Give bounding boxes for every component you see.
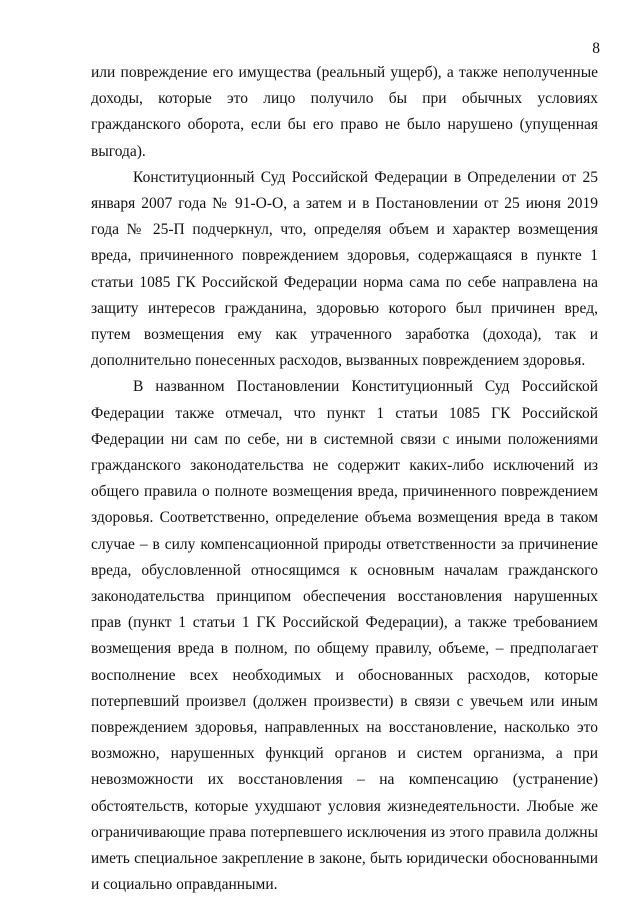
paragraph-named-resolution: В названном Постановлении Конституционный Суд Российской Федерации также отмечал, что пункт 1 статьи 1085 ГК Российской Федерации ни сам по себе, ни в системной связи с иными положениями гражданского законодательства не содержит каких-либо исключений из общего правила о полноте возмещения вреда, причиненного повреждением здоровья. Соответственно, определение объема возмещения вреда в таком случае – в силу компенсационной природы ответственности за причинение вреда, обусловленной относящимся к основным началам гражданского законодательства принципом обеспечения восстановления нарушенных прав (пункт 1 статьи 1 ГК Российской Федерации), а также требованием возмещения вреда в полном, по общему правилу, объеме, – предполагает восполнение всех необходимых и обоснованных расходов, которые потерпевший произвел (должен произвести) в связи с увечьем или иным повреждением здоровья, направленных на восстановление, насколько это возможно, нарушенных функций органов и систем организма, а при невозможности их восстановления – на компенсацию (устранение) обстоятельств, которые ухудшают условия жизнедеятельности. Любые же ограничивающие права потерпевшего исключения из этого правила должны иметь специальное закрепление в законе, быть юридически обоснованными и социально оправданными. — [91, 378, 598, 894]
paragraph-continuation: или повреждение его имущества (реальный ущерб), а также неполученные доходы, которые это лицо получило бы при обычных условиях гражданского оборота, если бы его право не было нарушено (упущенная выгода). — [91, 64, 598, 160]
paragraph-constitutional-court-ruling: Конституционный Суд Российской Федерации в Определении от 25 января 2007 года № 91-О-О, а затем и в Постановлении от 25 июня 2019 года № 25-П подчеркнул, что, определяя объем и характер возмещения вреда, причиненного повреждением здоровья, содержащаяся в пункте 1 статьи 1085 ГК Российской Федерации норма сама по себе направлена на защиту интересов гражданина, здоровью которого был причинен вред, путем возмещения ему как утраченного заработка (дохода), так и дополнительно понесенных расходов, вызванных повреждением здоровья. — [91, 168, 598, 370]
document-body — [91, 60, 598, 899]
page-number: 8 — [592, 40, 600, 57]
